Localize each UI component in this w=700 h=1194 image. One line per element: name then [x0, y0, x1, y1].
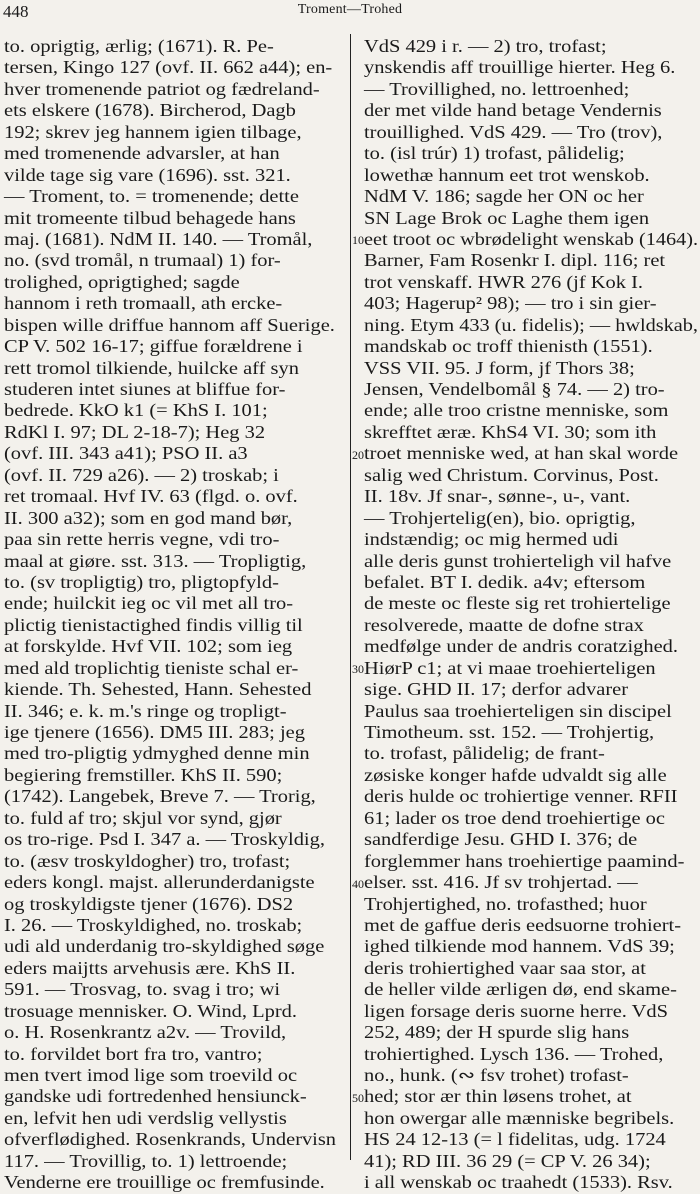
left-column-line: ofverflødighed. Rosenkrands, Undervisn [4, 1129, 336, 1150]
left-column-line: trosuage mennisker. O. Wind, Lprd. [4, 1000, 297, 1021]
line-number: 40 [352, 876, 364, 891]
left-column-line: (ovf. III. 343 a41); PSO II. a3 [4, 443, 248, 464]
right-column-line: befalet. BT I. dedik. a4v; eftersom [364, 571, 646, 592]
page-header [3, 2, 697, 28]
left-column-line: hannom i reth tromaall, ath ercke- [4, 293, 283, 314]
right-column-line: Jensen, Vendelbomål § 74. — 2) tro- [364, 379, 665, 399]
right-column-line: salig wed Christum. Corvinus, Post. [364, 464, 659, 485]
left-column-line: bedrede. KkO k1 (= KhS I. 101; [4, 400, 268, 421]
left-column-line: maal at giøre. sst. 313. — Tropligtig, [4, 550, 307, 571]
right-column-line: hed; stor ær thin løsens trohet, at [364, 1086, 632, 1107]
left-column-line: ets elskere (1678). Bircherod, Dagb [4, 100, 296, 121]
left-column-line: — Troment, to. = tromenende; dette [4, 186, 299, 207]
left-column-line: Venderne ere trouillige oc fremfusinde. [4, 1172, 325, 1193]
left-column-line: vilde tage sig vare (1696). sst. 321. [4, 164, 291, 185]
left-column-line: 117. — Trovillig, to. 1) lettroende; [4, 1150, 288, 1171]
left-column-line: men tvert imod lige som troevild oc [4, 1065, 298, 1085]
right-column-line: hon owergar alle mænniske begribels. [364, 1107, 675, 1128]
right-column-line: Timotheum. sst. 152. — Trohjertig, [364, 722, 655, 742]
left-column-line: rett tromol tilkiende, huilcke aff syn [4, 357, 299, 378]
left-column-line: med tromenende advarsler, at han [4, 143, 280, 164]
right-column-line: sige. GHD II. 17; derfor advarer [364, 679, 629, 700]
right-column-line: 252, 489; der H spurde slig hans [364, 1022, 630, 1043]
right-column-line: deris trohiertighed vaar saa stor, at [364, 957, 646, 978]
left-column-line: at forskylde. Hvf VII. 102; som ieg [4, 636, 293, 657]
right-column-line: i all wenskab oc traahedt (1533). Rsv. [364, 1172, 673, 1193]
right-column-line: HiørP c1; at vi maae troehierteligen [364, 657, 656, 678]
right-column-line: VdS 429 i r. — 2) tro, trofast; [364, 36, 607, 56]
right-column-line: der met vilde hand betage Vendernis [364, 100, 662, 121]
left-column-line: trolighed, oprigtighed; sagde [4, 271, 240, 292]
left-column-line: bispen wille driffue hannom aff Suerige. [4, 314, 335, 335]
left-column-line: hver tromenende patriot og fædreland- [4, 78, 320, 99]
right-column-line: mandskab oc troff thienisth (1551). [364, 336, 653, 357]
right-column-line: no., hunk. (∾ fsv trohet) trofast- [364, 1065, 629, 1085]
left-column-line: CP V. 502 16-17; giffue forældrene i [4, 336, 303, 357]
left-column-line: eders maijtts arvehusis ære. KhS II. [4, 957, 296, 978]
left-column-line: to. oprigtig, ærlig; (1671). R. Pe- [4, 36, 274, 56]
left-column-line: gandske udi fortredenhed hensiunck- [4, 1086, 307, 1107]
right-column-line: trot venskaff. HWR 276 (jf Kok I. [364, 271, 644, 292]
left-column-line: no. (svd tromål, n trumaal) 1) for- [4, 250, 281, 271]
right-column-line: zøsiske konger hafde udvaldt sig alle [364, 764, 667, 785]
left-column-line: ret tromaal. Hvf IV. 63 (flgd. o. ovf. [4, 486, 298, 507]
left-column-line: og troskyldigste tjener (1676). DS2 [4, 893, 294, 914]
column-divider [350, 34, 351, 1160]
right-column-line: forglemmer hans troehiertige paamind- [364, 850, 685, 871]
right-column-line: — Trovillighed, no. lettroenhed; [364, 78, 630, 99]
line-number: 10 [352, 233, 364, 248]
right-column-line: trouillighed. VdS 429. — Tro (trov), [364, 121, 663, 142]
left-column-line: begiering fremstiller. KhS II. 590; [4, 764, 283, 785]
left-column-line: paa sin rette herris vegne, vdi tro- [4, 529, 280, 550]
right-column-line: indstændig; oc mig hermed udi [364, 529, 619, 550]
right-column-line: to. trofast, pålidelig; de frant- [364, 743, 605, 764]
right-column-line: ende; alle troo cristne menniske, som [364, 400, 669, 421]
left-column-line: 591. — Trosvag, to. svag i tro; wi [4, 979, 281, 1000]
right-column-line: SN Lage Brok oc Laghe them igen [364, 207, 650, 228]
right-column-line: II. 18v. Jf snar-, sønne-, u-, vant. [364, 486, 631, 507]
left-column-line: kiende. Th. Sehested, Hann. Sehested [4, 679, 312, 700]
right-column-line: skrefftet æræ. KhS4 VI. 30; som ith [364, 421, 657, 442]
right-column-line: ligen forsage deris suorne herre. VdS [364, 1000, 668, 1021]
left-column-line: to. (sv tropligtig) tro, pligtopfyld- [4, 571, 279, 592]
right-column-line: de meste oc fleste sig ret trohiertelige [364, 593, 671, 614]
right-column-line: ning. Etym 433 (u. fidelis); — hwldskab, [364, 314, 698, 335]
right-column-line: VSS VII. 95. J form, jf Thors 38; [364, 357, 635, 378]
left-column-line: II. 346; e. k. m.'s ringe og tropligt- [4, 700, 287, 721]
left-column-line: ige tjenere (1656). DM5 III. 283; jeg [4, 722, 305, 742]
left-column-line: med tro-pligtig ydmyghed denne min [4, 743, 310, 764]
right-column-line: Paulus saa troehierteligen sin discipel [364, 700, 672, 721]
left-column-line: (1742). Langebek, Breve 7. — Trorig, [4, 786, 316, 807]
right-column-line: Trohjertighed, no. trofasthed; huor [364, 893, 647, 914]
left-column-line: to. (æsv troskyldogher) tro, trofast; [4, 850, 291, 871]
page-number: 448 [3, 2, 29, 21]
line-number: 50 [352, 1091, 364, 1106]
right-column-line: trohiertighed. Lysch 136. — Trohed, [364, 1043, 664, 1064]
right-column-line: resolverede, maatte de dofne strax [364, 614, 644, 635]
right-column-line: lowethæ hannum eet trot wenskob. [364, 164, 650, 185]
left-column-line: to. forvildet bort fra tro, vantro; [4, 1043, 263, 1064]
left-column-line: 192; skrev jeg hannem igien tilbage, [4, 121, 302, 142]
left-column-line: o. H. Rosenkrantz a2v. — Trovild, [4, 1022, 287, 1043]
left-column-line: (ovf. II. 729 a26). — 2) troskab; i [4, 464, 279, 485]
left-column-line: plictig tienistactighed findis villig til [4, 614, 303, 635]
left-column-line: udi ald underdanig tro-skyldighed søge [4, 936, 325, 957]
running-head: Troment—Trohed [297, 2, 403, 17]
left-column-line: studeren intet siunes at bliffue for- [4, 379, 286, 399]
right-column-line: HS 24 12-13 (= l fidelitas, udg. 1724 [364, 1129, 666, 1150]
left-column-line: maj. (1681). NdM II. 140. — Tromål, [4, 228, 313, 249]
right-column-line: troet menniske wed, at han skal worde [364, 443, 679, 464]
left-column-line: I. 26. — Troskyldighed, no. troskab; [4, 914, 303, 935]
right-column-line: de heller vilde ærligen dø, end skame- [364, 979, 677, 1000]
left-column-line: en, lefvit hen udi verdslig vellystis [4, 1107, 287, 1128]
right-column [364, 36, 698, 1194]
right-column-line: 41); RD III. 36 29 (= CP V. 26 34); [364, 1150, 651, 1171]
right-column-line: eet troot oc wbrødelight wenskab (1464). [364, 228, 698, 249]
left-column-line: mit tromeente tilbud behagede hans [4, 207, 296, 228]
left-column [4, 36, 336, 1194]
left-column-line: eders kongl. majst. allerunderdanigste [4, 872, 315, 893]
right-column-line: met de gaffue deris eedsuorne trohiert- [364, 914, 682, 935]
right-column-line: medfølge under de andris coratzighed. [364, 636, 678, 657]
right-column-line: 403; Hagerup² 98); — tro i sin gier- [364, 293, 657, 314]
right-column-line: alle deris gunst trohierteligh vil hafve [364, 550, 672, 571]
left-column-line: II. 300 a32); som en god mand bør, [4, 507, 293, 528]
right-column-line: ighed tilkiende mod hannem. VdS 39; [364, 936, 675, 957]
right-column-line: NdM V. 186; sagde her ON oc her [364, 186, 644, 207]
left-column-line: RdKl I. 97; DL 2-18-7); Heg 32 [4, 421, 266, 442]
left-column-line: tersen, Kingo 127 (ovf. II. 662 a44); en- [4, 57, 333, 78]
left-column-line: to. fuld af tro; skjul vor synd, gjør [4, 807, 282, 828]
right-column-line: elser. sst. 416. Jf sv trohjertad. — [364, 872, 638, 893]
right-column-line: Barner, Fam Rosenkr I. dipl. 116; ret [364, 250, 666, 271]
right-column-line: ynskendis aff trouillige hierter. Heg 6. [364, 57, 676, 78]
right-column-line: sandferdige Jesu. GHD I. 376; de [364, 829, 638, 850]
right-column-line: deris hulde oc trohiertige venner. RFII [364, 786, 678, 807]
left-column-line: ende; huilckit ieg oc vil met all tro- [4, 593, 294, 614]
right-column-line: 61; lader os troe dend troehiertige oc [364, 807, 665, 828]
left-column-line: os tro-rige. Psd I. 347 a. — Troskyldig, [4, 829, 325, 850]
line-number: 20 [352, 447, 364, 462]
right-column-line: — Trohjertelig(en), bio. oprigtig, [364, 507, 636, 528]
line-number: 30 [352, 662, 364, 677]
right-column-line: to. (isl trúr) 1) trofast, pålidelig; [364, 143, 625, 164]
left-column-line: med ald troplichtig tieniste schal er- [4, 657, 299, 678]
